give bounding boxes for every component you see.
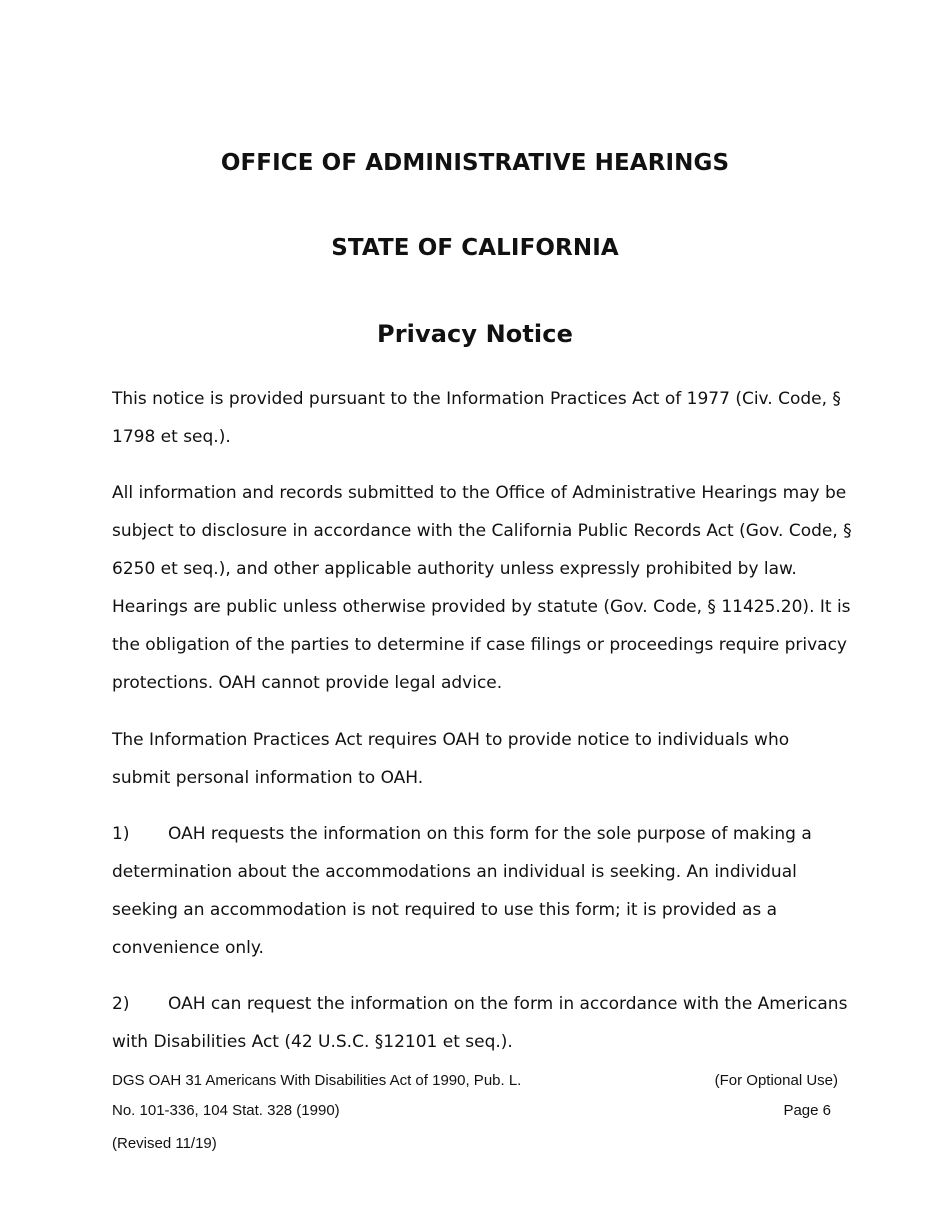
footer-line-3 <box>112 1135 838 1152</box>
paragraph-line: Hearings are public unless otherwise provided by statute (Gov. Code, § 11425.20). It is <box>112 597 851 617</box>
paragraph-line: 6250 et seq.), and other applicable authority unless expressly prohibited by law. <box>112 559 797 579</box>
list-number: 1) <box>112 824 130 844</box>
footer-line-2 <box>112 1102 838 1119</box>
paragraph-line: seeking an accommodation is not required to use this form; it is provided as a <box>112 900 778 920</box>
list-item-first-line <box>112 815 840 853</box>
paragraph-line: protections. OAH cannot provide legal advice. <box>112 673 503 693</box>
paragraph-line: 1798 et seq.). <box>112 427 231 447</box>
paragraph-line: determination about the accommodations an individual is seeking. An individual <box>112 862 797 882</box>
page-number: Page 6 <box>783 1102 831 1119</box>
footer-line-1 <box>112 1072 838 1089</box>
paragraph-line: This notice is provided pursuant to the Information Practices Act of 1977 (Civ. Code, § <box>112 389 841 409</box>
paragraph-line: convenience only. <box>112 938 264 958</box>
paragraph-line: subject to disclosure in accordance with the California Public Records Act (Gov. Code, § <box>112 521 852 541</box>
paragraph-line: The Information Practices Act requires OAH to provide notice to individuals who <box>112 730 790 750</box>
numbered-item-1 <box>112 815 840 967</box>
paragraph-line: the obligation of the parties to determine if case filings or proceedings require privacy <box>112 635 847 655</box>
list-item-text: OAH requests the information on this form for the sole purpose of making a <box>168 824 812 844</box>
paragraph-line: submit personal information to OAH. <box>112 768 424 788</box>
state-heading: STATE OF CALIFORNIA <box>331 235 619 261</box>
list-number: 2) <box>112 994 130 1014</box>
form-citation: No. 101-336, 104 Stat. 328 (1990) <box>112 1102 340 1119</box>
intro-paragraph <box>112 380 840 456</box>
list-item-first-line <box>112 985 848 1023</box>
agency-heading: OFFICE OF ADMINISTRATIVE HEARINGS <box>220 150 730 176</box>
optional-use-label: (For Optional Use) <box>714 1072 838 1089</box>
paragraph-line: All information and records submitted to the Office of Administrative Hearings may be <box>112 483 847 503</box>
list-item-text: OAH can request the information on the form in accordance with the Americans <box>168 994 848 1014</box>
disclosure-paragraph <box>112 474 852 702</box>
page-title: Privacy Notice <box>377 320 573 348</box>
notice-requirement-paragraph <box>112 721 840 797</box>
numbered-item-2 <box>112 985 848 1061</box>
revision-date: (Revised 11/19) <box>112 1135 217 1152</box>
paragraph-line: with Disabilities Act (42 U.S.C. §12101 et seq.). <box>112 1032 513 1052</box>
form-identifier: DGS OAH 31 Americans With Disabilities Act of 1990, Pub. L. <box>112 1072 522 1089</box>
